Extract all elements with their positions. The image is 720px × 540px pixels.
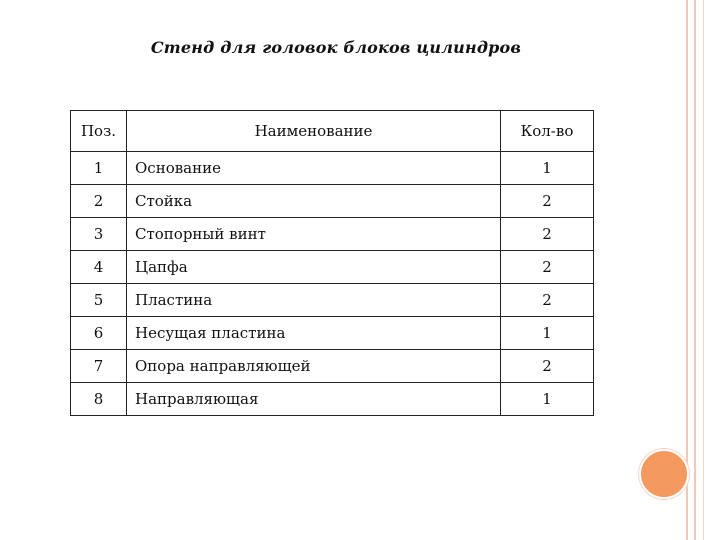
- cell-name: [127, 350, 501, 383]
- cell-pos: 5: [71, 284, 127, 317]
- table-row: [71, 152, 594, 185]
- header-qty: Кол-во: [501, 111, 594, 152]
- cell-name: [127, 383, 501, 416]
- cell-qty: 2: [501, 284, 594, 317]
- cell-name-text: Основание: [135, 159, 221, 177]
- header-pos: Поз.: [71, 111, 127, 152]
- cell-name: [127, 317, 501, 350]
- parts-table: [70, 110, 594, 416]
- cell-pos: 7: [71, 350, 127, 383]
- cell-name-text: Пластина: [135, 291, 213, 309]
- cell-pos: 8: [71, 383, 127, 416]
- cell-name-text: Цапфа: [135, 258, 188, 276]
- decorative-edge-line: [694, 0, 696, 540]
- cell-pos: 4: [71, 251, 127, 284]
- cell-name-text: Опора направляющей: [135, 357, 311, 375]
- table-row: [71, 284, 594, 317]
- cell-name-text: Стопорный винт: [135, 225, 266, 243]
- table-row: [71, 218, 594, 251]
- cell-pos: 6: [71, 317, 127, 350]
- cell-pos: 2: [71, 185, 127, 218]
- cell-name: [127, 185, 501, 218]
- cell-qty: 2: [501, 350, 594, 383]
- cell-pos: 3: [71, 218, 127, 251]
- cell-name-text: Стойка: [135, 192, 193, 210]
- cell-name-text: Несущая пластина: [135, 324, 286, 342]
- table-header-row: [71, 111, 594, 152]
- cell-name: [127, 251, 501, 284]
- table-row: [71, 317, 594, 350]
- cell-pos: 1: [71, 152, 127, 185]
- table-row: [71, 383, 594, 416]
- table-row: [71, 185, 594, 218]
- cell-name: [127, 218, 501, 251]
- cell-name: [127, 152, 501, 185]
- cell-qty: 2: [501, 185, 594, 218]
- cell-qty: 2: [501, 251, 594, 284]
- table-row: [71, 251, 594, 284]
- decorative-edge-line: [686, 0, 688, 540]
- cell-name: [127, 284, 501, 317]
- decorative-circle-icon: [639, 449, 689, 499]
- cell-name-text: Направляющая: [135, 390, 259, 408]
- cell-qty: 1: [501, 317, 594, 350]
- cell-qty: 1: [501, 383, 594, 416]
- decorative-edge-line: [703, 0, 704, 540]
- slide-title: Стенд для головок блоков цилиндров: [150, 38, 522, 57]
- cell-qty: 2: [501, 218, 594, 251]
- cell-qty: 1: [501, 152, 594, 185]
- table-row: [71, 350, 594, 383]
- header-name: Наименование: [127, 111, 501, 152]
